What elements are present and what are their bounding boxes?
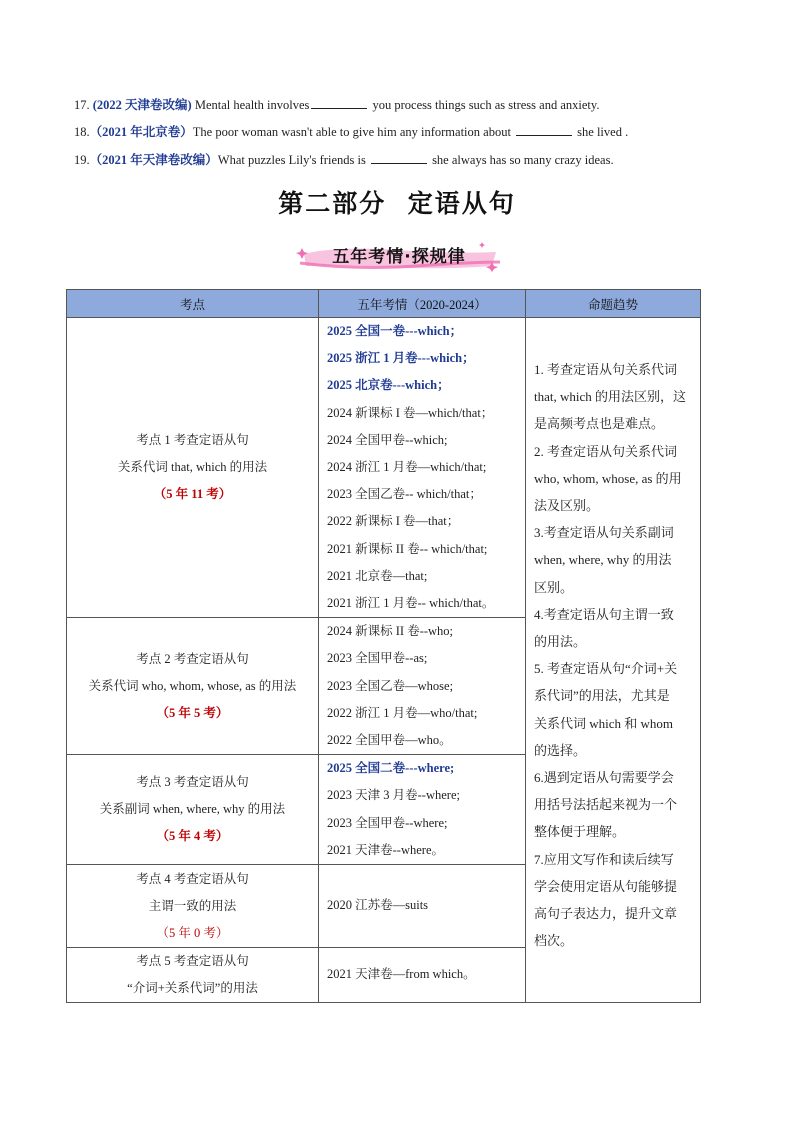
exam-item: 2021 天津卷--where。 — [327, 842, 444, 857]
point-title: 考点 1 考查定语从句 — [136, 433, 249, 448]
exam-item: 2020 江苏卷—suits — [327, 898, 429, 913]
question-19 — [74, 152, 614, 168]
point-count: （5 年 5 考） — [156, 705, 229, 720]
exam-item: 2022 浙江 1 月卷—who/that; — [327, 705, 478, 720]
point-count: （5 年 4 考） — [156, 829, 229, 844]
answer-blank — [311, 97, 367, 109]
question-source: (2022 天津卷改编) — [92, 98, 192, 112]
point-title: 考点 4 考查定语从句 — [136, 871, 249, 886]
point-subtitle: 关系代词 that, which 的用法 — [117, 460, 268, 475]
trend-line: 系代词”的用法，尤其是 — [534, 688, 670, 704]
banner-title: 五年考情·探规律 — [332, 247, 466, 267]
trend-line: 7.应用文写作和读后续写 — [534, 851, 674, 867]
exam-item: 2024 浙江 1 月卷—which/that; — [327, 460, 487, 475]
section-banner — [296, 236, 502, 272]
trend-line: 学会使用定语从句能够提 — [534, 878, 678, 894]
question-text-after: you process things such as stress and anxiety. — [369, 98, 600, 112]
question-number: 17. — [74, 98, 90, 112]
trend-line: 1. 考查定语从句关系代词 — [534, 362, 678, 377]
trend-line: 关系代词 which 和 whom — [534, 715, 674, 731]
exams-cell — [319, 318, 526, 618]
exam-item: 2024 全国甲卷--which; — [327, 432, 448, 447]
exam-item: 2023 全国甲卷--where; — [327, 815, 448, 830]
point-count: （5 年 0 考） — [156, 925, 229, 940]
trend-line: 法及区别。 — [534, 498, 600, 514]
trend-line: 5. 考查定语从句“介词+关 — [534, 661, 678, 677]
exam-item: 2021 新课标 II 卷-- which/that; — [327, 541, 488, 556]
exam-item: 2023 全国甲卷--as; — [327, 651, 428, 666]
header-point: 考点 — [67, 290, 319, 318]
point-cell — [67, 318, 319, 618]
header-trend: 命题趋势 — [526, 290, 701, 318]
table-header-row — [67, 290, 701, 318]
exam-item: 2022 新课标 I 卷—that； — [327, 514, 460, 529]
question-17 — [74, 97, 599, 113]
exam-analysis-table — [66, 289, 701, 1003]
trend-line: 的选择。 — [534, 742, 587, 758]
question-text-before: Mental health involves — [191, 98, 310, 112]
trend-line: 是高频考点也是难点。 — [534, 416, 665, 432]
question-text-before: The poor woman wasn't able to give him any information about — [192, 125, 515, 139]
trend-line: 2. 考查定语从句关系代词 — [534, 443, 678, 459]
trend-line: 用括号法括起来视为一个 — [534, 797, 678, 813]
trend-line: that, which 的用法区别，这 — [534, 389, 687, 405]
exam-item: 2024 新课标 II 卷--who; — [327, 624, 454, 639]
point-subtitle: 关系副词 when, where, why 的用法 — [99, 802, 286, 817]
table-row — [67, 318, 701, 618]
trend-line: 整体便于理解。 — [534, 824, 626, 840]
trend-line: 的用法。 — [534, 634, 587, 650]
trend-cell — [526, 318, 701, 1003]
trend-line: 3.考查定语从句关系副词 — [534, 525, 674, 541]
exam-item: 2024 新课标 I 卷—which/that； — [327, 405, 494, 420]
question-text-after: she always has so many crazy ideas. — [428, 153, 614, 167]
exam-item-highlight: 2025 浙江 1 月卷---which； — [327, 351, 475, 366]
exam-item-highlight: 2025 北京卷---which； — [327, 378, 450, 393]
part-title: 第二部分 定语从句 — [278, 189, 516, 218]
answer-blank — [516, 124, 572, 136]
exams-cell — [319, 755, 526, 865]
question-source: （2021 年天津卷改编） — [89, 153, 218, 167]
trend-line: when, where, why 的用法 — [534, 552, 672, 568]
point-subtitle: “介词+关系代词”的用法 — [127, 981, 258, 996]
exam-item: 2021 天津卷—from which。 — [327, 967, 476, 982]
question-18 — [74, 124, 628, 140]
exam-item-highlight: 2025 全国一卷---which； — [327, 324, 463, 338]
point-cell — [67, 948, 319, 1003]
point-cell — [67, 755, 319, 865]
exam-item: 2022 全国甲卷—who。 — [327, 733, 452, 748]
trend-line: 高句子表达力，提升文章 — [534, 906, 678, 922]
exam-item: 2021 北京卷—that; — [327, 568, 428, 583]
trend-line: 4.考查定语从句主谓一致 — [534, 606, 674, 622]
trend-line: 档次。 — [534, 933, 574, 949]
question-number: 19. — [74, 153, 90, 167]
exams-cell — [319, 865, 526, 948]
point-title: 考点 5 考查定语从句 — [136, 954, 249, 969]
exams-cell — [319, 948, 526, 1003]
question-text-after: she lived . — [574, 125, 629, 139]
point-subtitle: 主谓一致的用法 — [148, 898, 237, 913]
point-cell — [67, 865, 319, 948]
exam-item: 2021 浙江 1 月卷-- which/that。 — [327, 596, 495, 611]
trend-line: who, whom, whose, as 的用 — [534, 470, 682, 486]
trend-line: 6.遇到定语从句需要学会 — [534, 770, 674, 786]
exam-item: 2023 天津 3 月卷--where; — [327, 788, 460, 803]
question-number: 18. — [74, 125, 90, 139]
header-exams: 五年考情（2020-2024） — [319, 290, 526, 318]
trend-line: 区别。 — [534, 579, 574, 595]
point-subtitle: 关系代词 who, whom, whose, as 的用法 — [88, 678, 297, 693]
exam-item-highlight: 2025 全国二卷---where; — [327, 761, 455, 776]
point-title: 考点 2 考查定语从句 — [136, 651, 249, 666]
question-text-before: What puzzles Lily's friends is — [217, 153, 369, 167]
answer-blank — [371, 152, 427, 164]
question-source: （2021 年北京卷） — [89, 125, 193, 139]
exams-cell — [319, 618, 526, 755]
point-count: （5 年 11 考） — [153, 487, 232, 502]
point-title: 考点 3 考查定语从句 — [136, 775, 249, 790]
point-cell — [67, 618, 319, 755]
exam-item: 2023 全国乙卷—whose; — [327, 678, 454, 693]
exam-item: 2023 全国乙卷-- which/that； — [327, 487, 482, 502]
